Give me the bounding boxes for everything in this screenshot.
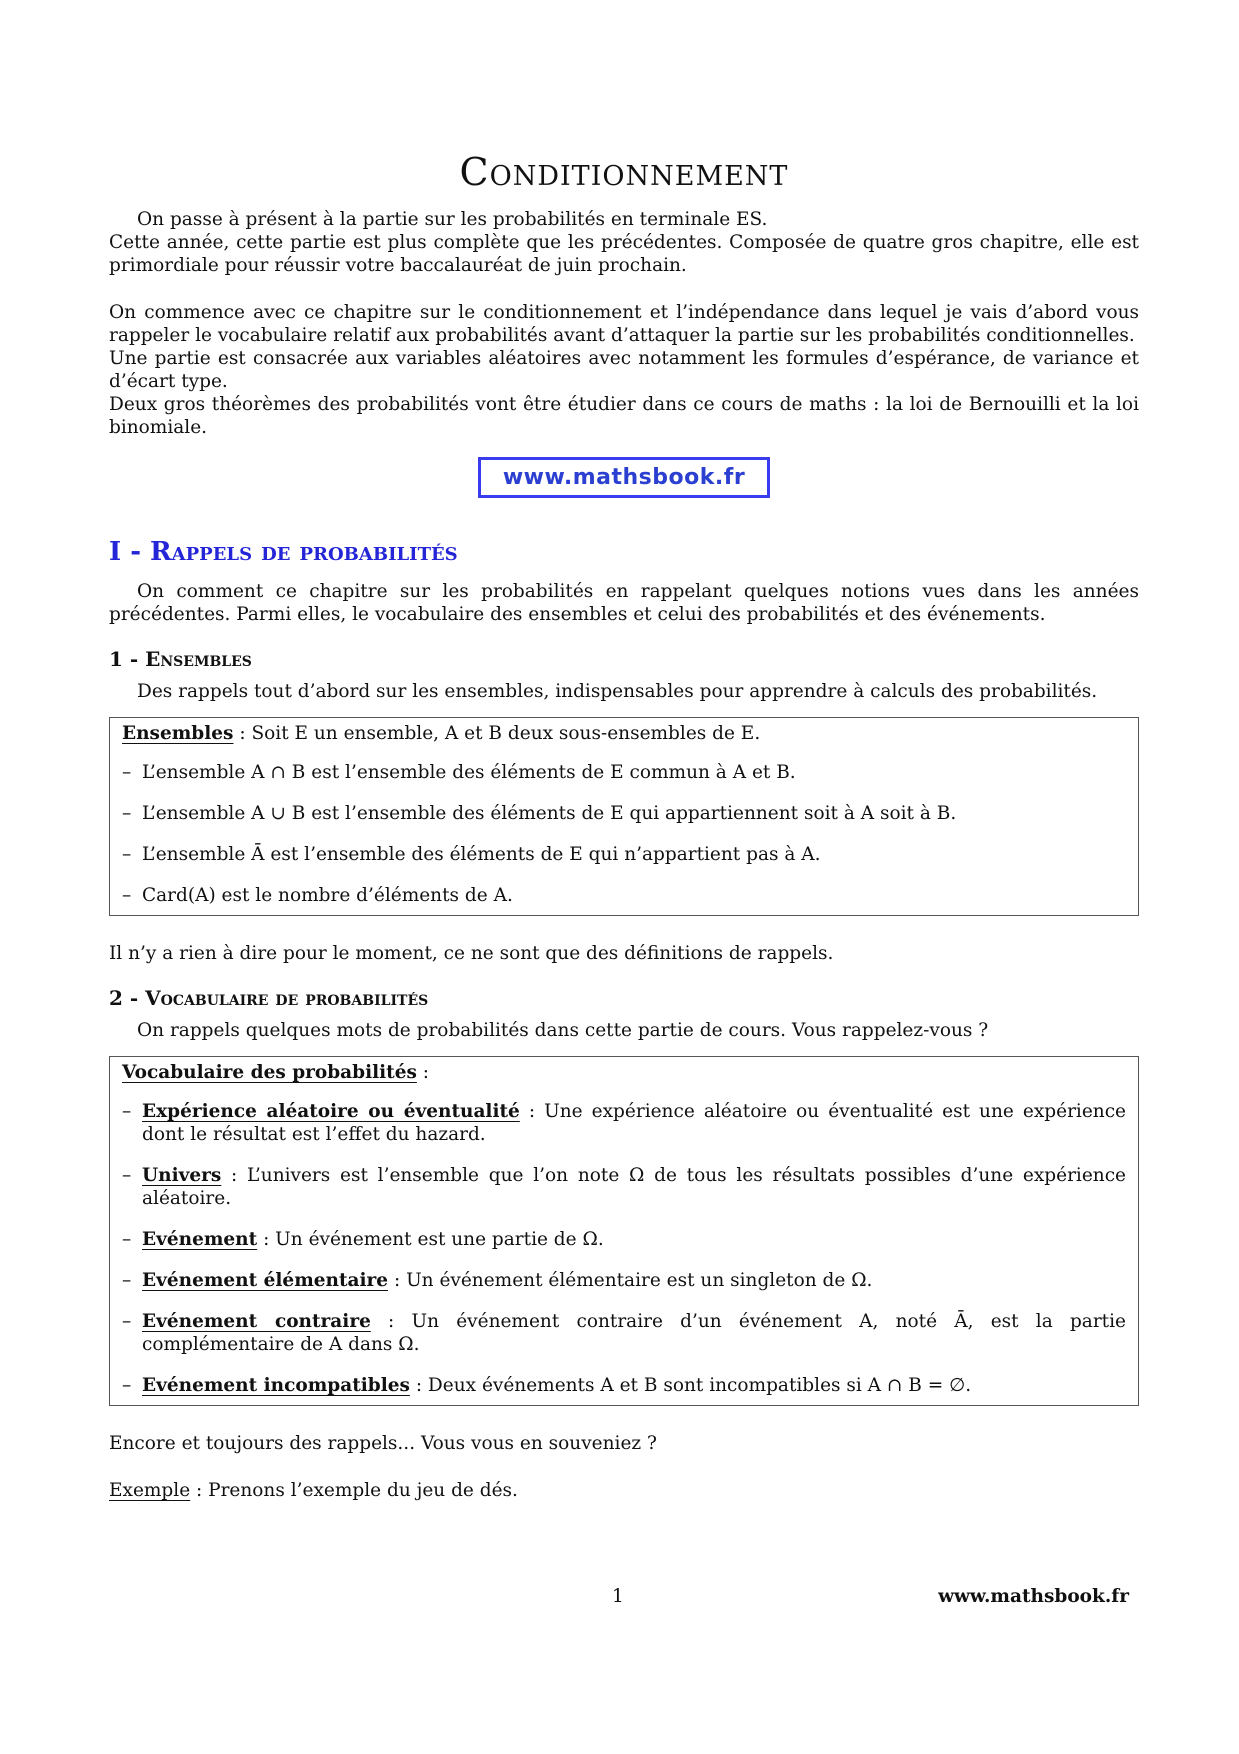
term: Univers (142, 1165, 222, 1186)
box-label: Vocabulaire des probabilités (122, 1062, 417, 1083)
box-heading-text: : (416, 1062, 430, 1083)
list-item (122, 1269, 1126, 1292)
box-label: Ensembles (122, 723, 234, 744)
list-item-text: L’ensemble A ∩ B est l’ensemble des éléments de E commun à A et B. (142, 762, 796, 783)
subsection-2-intro: On rappels quelques mots de probabilités dans cette partie de cours. Vous rappelez-vous ? (137, 1020, 989, 1041)
subsection-1-intro: Des rappels tout d’abord sur les ensembles, indispensables pour apprendre à calculs des probabilités. (137, 681, 1098, 702)
spacer (109, 1455, 1139, 1479)
dash-bullet: – (122, 1270, 132, 1291)
page-title: Conditionnement (459, 150, 789, 194)
list-item (122, 802, 1126, 825)
dash-bullet: – (122, 885, 132, 906)
vocabulary-definition-box (109, 1056, 1139, 1406)
page-number: 1 (612, 1586, 624, 1607)
term: Expérience aléatoire ou éventualité (142, 1101, 520, 1122)
box-heading (122, 722, 1126, 745)
list-item-text (142, 1310, 1126, 1356)
list-item-text (142, 1228, 1126, 1251)
example-line (109, 1479, 1139, 1502)
footer-site-link[interactable]: www.mathsbook.fr (938, 1586, 1129, 1607)
intro-line-2: Cette année, cette partie est plus complète que les précédentes. Composée de quatre gros chapitre, elle est primordiale pour réussir votre baccalauréat de juin prochain. (109, 232, 1139, 276)
section-1-intro: On comment ce chapitre sur les probabilités en rappelant quelques notions vues dans les années précédentes. Parmi elles, le vocabulaire des ensembles et celui des probabilités et des événements. (109, 581, 1139, 625)
example-label: Exemple (109, 1480, 191, 1501)
list-item (122, 884, 1126, 907)
page-footer (0, 1585, 1239, 1615)
intro-line-4: Une partie est consacrée aux variables aléatoires avec notamment les formules d’espérance, de variance et d’écart type. (109, 348, 1139, 392)
example-text: : Prenons l’exemple du jeu de dés. (190, 1480, 518, 1501)
spacer (109, 277, 1139, 301)
dash-bullet: – (122, 1165, 132, 1186)
intro-line-3: On commence avec ce chapitre sur le conditionnement et l’indépendance dans lequel je vais d’abord vous rappeler le vocabulaire relatif aux probabilités avant d’attaquer la partie sur les probabilités conditionnelles. (109, 302, 1139, 346)
list-item-text: L’ensemble A ∪ B est l’ensemble des éléments de E qui appartiennent soit à A soit à B. (142, 803, 957, 824)
definition: : Un événement contraire d’un événement A, noté Ā, est la partie complémentaire de A dans Ω. (142, 1311, 1126, 1355)
list-item-text (142, 1269, 1126, 1292)
subsection-heading-ensembles: 1 - Ensembles (109, 647, 252, 671)
definition: : L’univers est l’ensemble que l’on note Ω de tous les résultats possibles d’une expérience aléatoire. (142, 1165, 1126, 1209)
ensembles-definition-box (109, 717, 1139, 916)
vocabulary-comment: Encore et toujours des rappels... Vous vous en souveniez ? (109, 1433, 657, 1454)
list-item-text (142, 1374, 1126, 1397)
term: Evénement contraire (142, 1311, 371, 1332)
intro-line-5: Deux gros théorèmes des probabilités vont être étudier dans ce cours de maths : la loi de Bernouilli et la loi binomiale. (109, 394, 1139, 438)
dash-bullet: – (122, 1101, 132, 1122)
list-item-text: L’ensemble Ā est l’ensemble des éléments de E qui n’appartient pas à A. (142, 844, 821, 865)
dash-bullet: – (122, 762, 132, 783)
term: Evénement élémentaire (142, 1270, 389, 1291)
definition: : Un événement élémentaire est un singleton de Ω. (388, 1270, 873, 1291)
dash-bullet: – (122, 1229, 132, 1250)
mathsbook-logo[interactable]: www.mathsbook.fr (478, 457, 770, 498)
list-item-text (142, 1164, 1126, 1210)
list-item (122, 761, 1126, 784)
document-page (109, 150, 1139, 1502)
definition: : Deux événements A et B sont incompatibles si A ∩ B = ∅. (409, 1375, 972, 1396)
intro-line-1: On passe à présent à la partie sur les probabilités en terminale ES. (137, 209, 768, 230)
term: Evénement (142, 1229, 258, 1250)
dash-bullet: – (122, 1375, 132, 1396)
term: Evénement incompatibles (142, 1375, 410, 1396)
box-heading-text: : Soit E un ensemble, A et B deux sous-ensembles de E. (233, 723, 761, 744)
list-item (122, 843, 1126, 866)
list-item (122, 1228, 1126, 1251)
section-heading-1: I - Rappels de probabilités (109, 537, 458, 567)
list-item (122, 1164, 1126, 1210)
box-heading (122, 1061, 1126, 1084)
definition: : Une expérience aléatoire ou éventualité est une expérience dont le résultat est l’effet du hazard. (142, 1101, 1126, 1145)
list-item (122, 1374, 1126, 1397)
dash-bullet: – (122, 803, 132, 824)
ensembles-comment: Il n’y a rien à dire pour le moment, ce ne sont que des définitions de rappels. (109, 943, 834, 964)
list-item (122, 1310, 1126, 1356)
logo-wrapper (109, 457, 1139, 498)
list-item-text (142, 1100, 1126, 1146)
list-item (122, 1100, 1126, 1146)
definition: : Un événement est une partie de Ω. (257, 1229, 604, 1250)
dash-bullet: – (122, 844, 132, 865)
list-item-text: Card(A) est le nombre d’éléments de A. (142, 885, 513, 906)
dash-bullet: – (122, 1311, 132, 1332)
subsection-heading-vocabulaire: 2 - Vocabulaire de probabilités (109, 986, 429, 1010)
